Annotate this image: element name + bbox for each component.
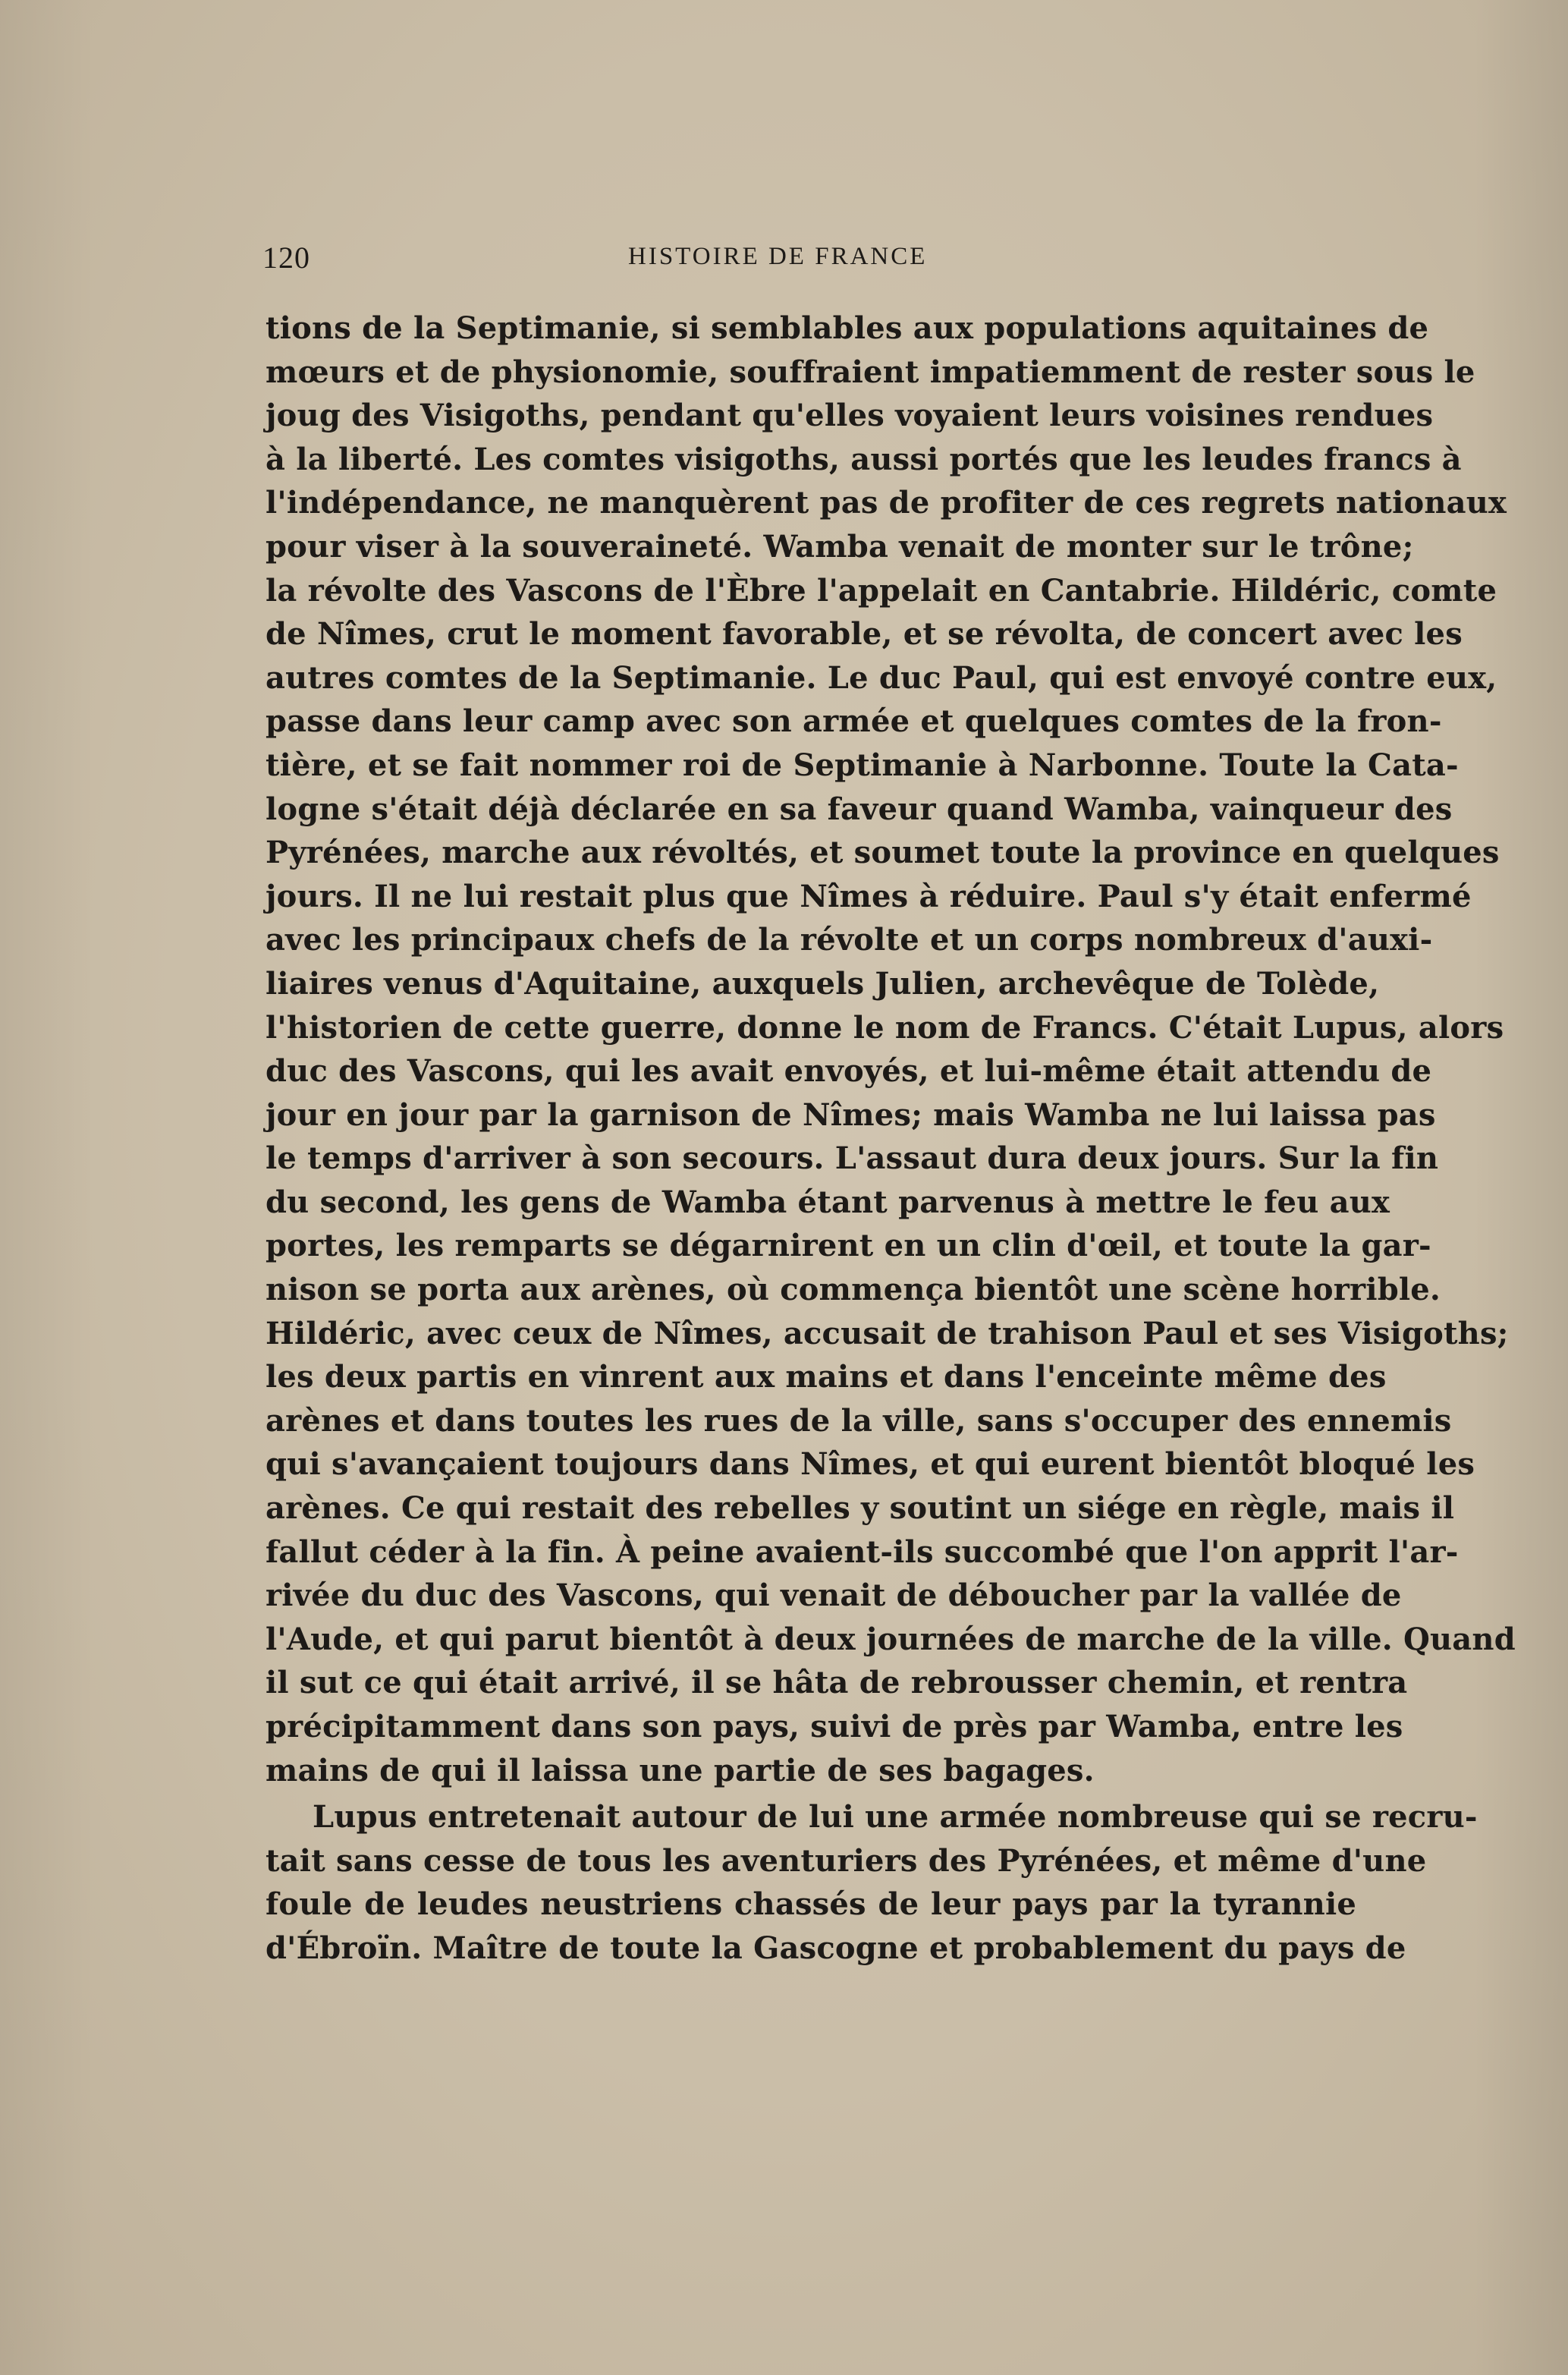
body-text <box>266 307 1516 1971</box>
text-line: l'Aude, et qui parut bientôt à deux journées de marche de la ville. Quand <box>266 1621 1516 1657</box>
text-line: Pyrénées, marche aux révoltés, et soumet toute la province en quelques <box>266 835 1500 871</box>
text-line: la révolte des Vascons de l'Èbre l'appelait en Cantabrie. Hildéric, comte <box>266 572 1497 609</box>
text-line: passe dans leur camp avec son armée et quelques comtes de la fron- <box>266 703 1442 740</box>
text-line: jours. Il ne lui restait plus que Nîmes à réduire. Paul s'y était enfermé <box>266 878 1472 914</box>
text-line: mœurs et de physionomie, souffraient impatiemment de rester sous le <box>266 354 1475 390</box>
text-line: foule de leudes neustriens chassés de leur pays par la tyrannie <box>266 1886 1356 1923</box>
paragraph <box>266 1795 1478 1970</box>
page-number: 120 <box>262 241 310 275</box>
text-line: avec les principaux chefs de la révolte et un corps nombreux d'auxi- <box>266 922 1433 958</box>
page-header <box>262 240 1355 285</box>
text-line: portes, les remparts se dégarnirent en un clin d'œil, et toute la gar- <box>266 1228 1431 1264</box>
text-line: joug des Visigoths, pendant qu'elles voyaient leurs voisines rendues <box>266 398 1434 434</box>
text-line: fallut céder à la fin. À peine avaient-ils succombé que l'on apprit l'ar- <box>266 1534 1459 1570</box>
text-line: pour viser à la souveraineté. Wamba venait de monter sur le trône; <box>266 528 1414 565</box>
text-line: les deux partis en vinrent aux mains et dans l'enceinte même des <box>266 1359 1387 1395</box>
text-line: logne s'était déjà déclarée en sa faveur quand Wamba, vainqueur des <box>266 791 1453 827</box>
text-line: tions de la Septimanie, si semblables aux populations aquitaines de <box>266 310 1429 346</box>
text-line: du second, les gens de Wamba étant parvenus à mettre le feu aux <box>266 1184 1390 1220</box>
text-line: de Nîmes, crut le moment favorable, et se révolta, de concert avec les <box>266 616 1463 653</box>
text-line: à la liberté. Les comtes visigoths, aussi portés que les leudes francs à <box>266 441 1462 477</box>
text-line: tait sans cesse de tous les aventuriers des Pyrénées, et même d'une <box>266 1842 1427 1879</box>
text-line: nison se porta aux arènes, où commença bientôt une scène horrible. <box>266 1272 1441 1308</box>
text-line: duc des Vascons, qui les avait envoyés, et lui-même était attendu de <box>266 1053 1432 1090</box>
text-line: il sut ce qui était arrivé, il se hâta de rebrousser chemin, et rentra <box>266 1665 1408 1701</box>
text-line: précipitamment dans son pays, suivi de près par Wamba, entre les <box>266 1709 1403 1744</box>
text-line: d'Ébroïn. Maître de toute la Gascogne et probablement du pays de <box>266 1930 1406 1966</box>
text-line: tière, et se fait nommer roi de Septimanie à Narbonne. Toute la Cata- <box>266 747 1459 783</box>
text-line: liaires venus d'Aquitaine, auxquels Julien, archevêque de Tolède, <box>266 965 1380 1002</box>
text-line: autres comtes de la Septimanie. Le duc Paul, qui est envoyé contre eux, <box>266 659 1497 696</box>
text-line: Hildéric, avec ceux de Nîmes, accusait de trahison Paul et ses Visigoths; <box>266 1315 1509 1351</box>
text-line: Lupus entretenait autour de lui une armée nombreuse qui se recru- <box>313 1799 1478 1836</box>
text-line: l'indépendance, ne manquèrent pas de profiter de ces regrets nationaux <box>266 485 1507 521</box>
text-line: l'historien de cette guerre, donne le nom de Francs. C'était Lupus, alors <box>266 1009 1504 1046</box>
text-line: rivée du duc des Vascons, qui venait de déboucher par la vallée de <box>266 1578 1402 1614</box>
text-line: jour en jour par la garnison de Nîmes; mais Wamba ne lui laissa pas <box>266 1096 1436 1133</box>
running-title: HISTOIRE DE FRANCE <box>628 243 928 270</box>
text-line: le temps d'arriver à son secours. L'assaut dura deux jours. Sur la fin <box>266 1140 1439 1177</box>
text-line: qui s'avançaient toujours dans Nîmes, et qui eurent bientôt bloqué les <box>266 1446 1475 1483</box>
text-line: arènes et dans toutes les rues de la ville, sans s'occuper des ennemis <box>266 1402 1452 1439</box>
text-line: mains de qui il laissa une partie de ses bagages. <box>266 1752 1095 1788</box>
paragraph <box>266 307 1516 1792</box>
text-line: arènes. Ce qui restait des rebelles y soutint un siége en règle, mais il <box>266 1490 1455 1527</box>
